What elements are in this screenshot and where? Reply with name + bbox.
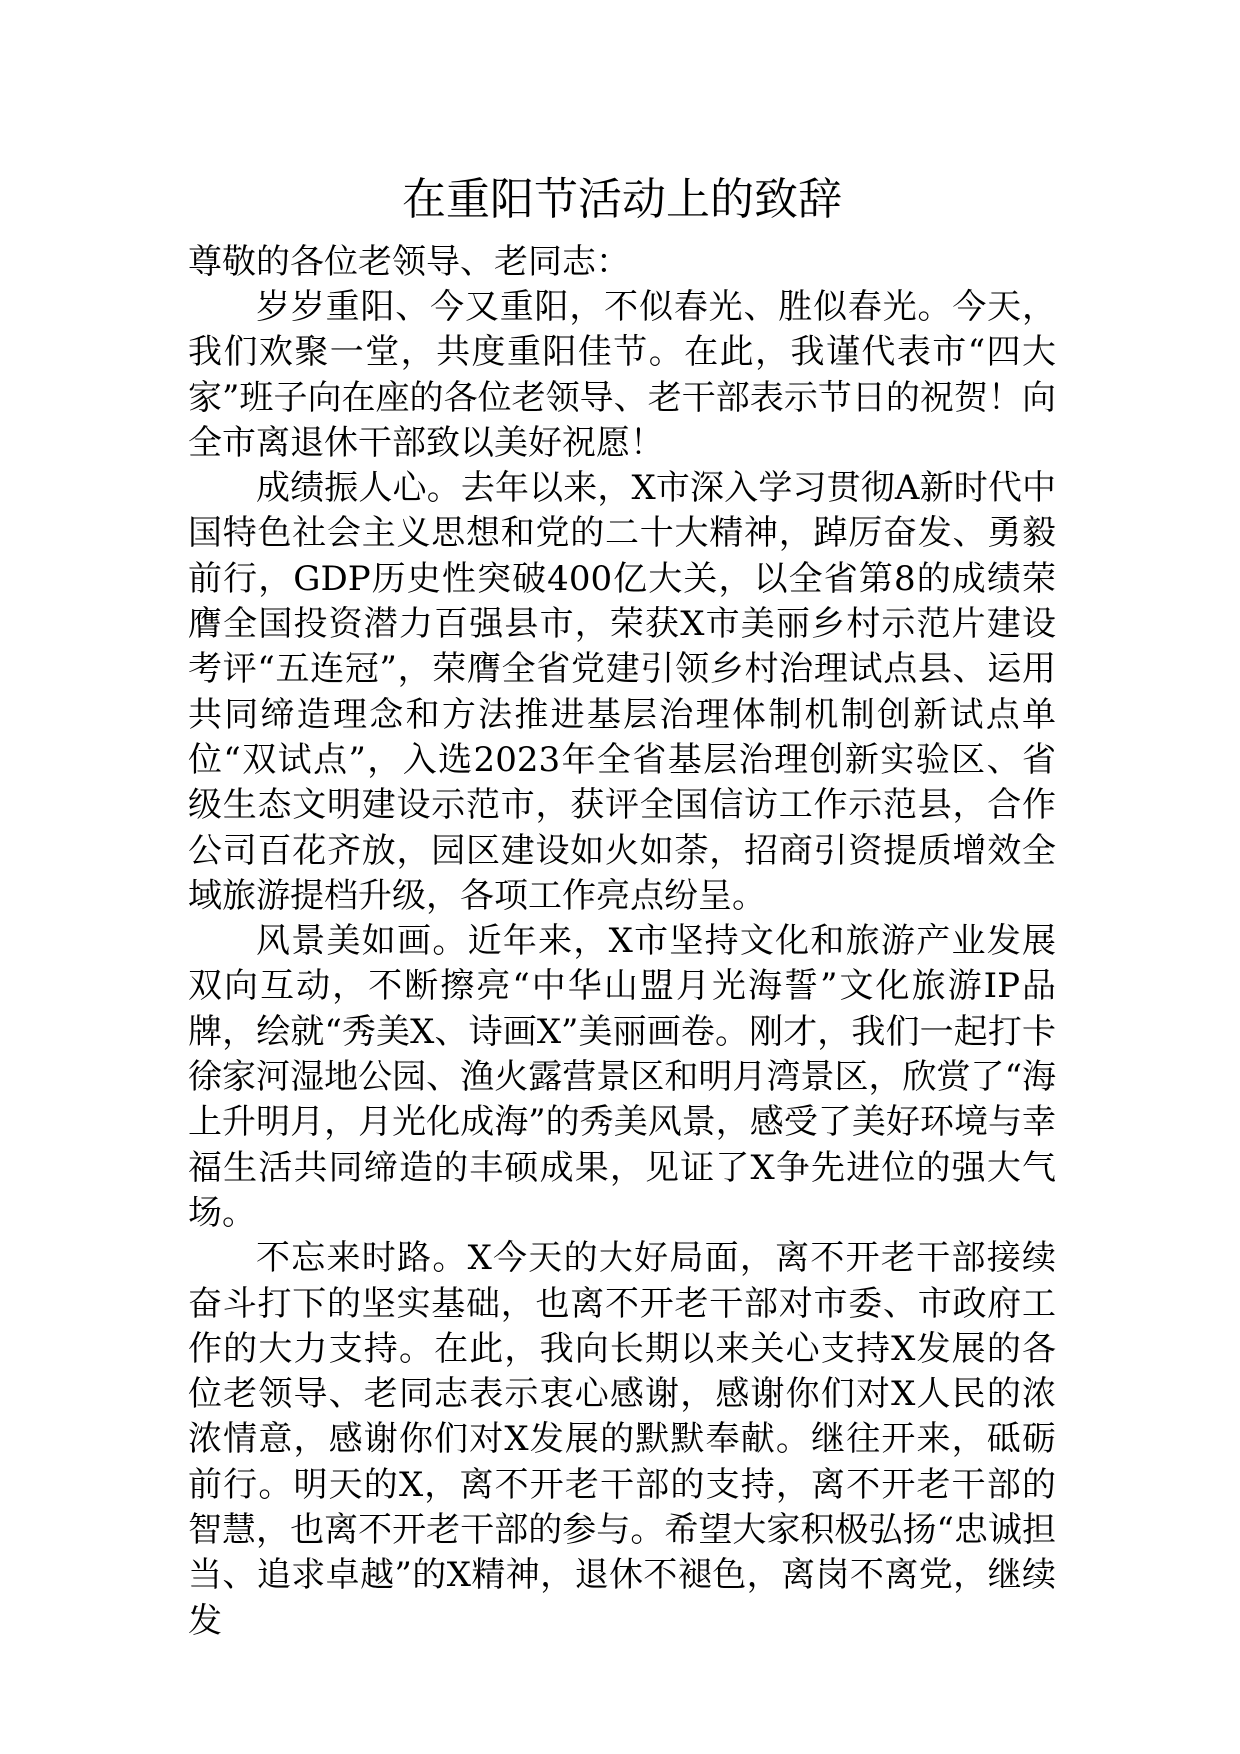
paragraph-gratitude: 不忘来时路。X今天的大好局面，离不开老干部接续奋斗打下的坚实基础，也离不开老干部对市委、市政府工作的大力支持。在此，我向长期以来关心支持X发展的各位老领导、老同志表示衷心感谢，感谢你们对X人民的浓浓情意，感谢你们对X发展的默默奉献。继往开来，砥砺前行。明天的X，离不开老干部的支持，离不开老干部的智慧，也离不开老干部的参与。希望大家积极弘扬“忠诚担当、追求卓越”的X精神，退休不褪色，离岗不离党，继续发 <box>188 1238 1056 1641</box>
paragraph-scenery: 风景美如画。近年来，X市坚持文化和旅游产业发展双向互动，不断擦亮“中华山盟月光海誓”文化旅游IP品牌，绘就“秀美X、诗画X”美丽画卷。刚才，我们一起打卡徐家河湿地公园、渔火露营景区和明月湾景区，欣赏了“海上升明月，月光化成海”的秀美风景，感受了美好环境与幸福生活共同缔造的丰硕成果，见证了X争先进位的强大气场。 <box>188 921 1056 1233</box>
document-page <box>188 160 1056 1644</box>
paragraph-greeting: 岁岁重阳、今又重阳，不似春光、胜似春光。今天，我们欢聚一堂，共度重阳佳节。在此，我谨代表市“四大家”班子向在座的各位老领导、老干部表示节日的祝贺！向全市离退休干部致以美好祝愿！ <box>188 287 1056 463</box>
salutation: 尊敬的各位老领导、老同志： <box>188 242 630 282</box>
paragraph-achievements: 成绩振人心。去年以来，X市深入学习贯彻A新时代中国特色社会主义思想和党的二十大精神，踔厉奋发、勇毅前行，GDP历史性突破400亿大关，以全省第8的成绩荣膺全国投资潜力百强县市，荣获X市美丽乡村示范片建设考评“五连冠”，荣膺全省党建引领乡村治理试点县、运用共同缔造理念和方法推进基层治理体制机制创新试点单位“双试点”，入选2023年全省基层治理创新实验区、省级生态文明建设示范市，获评全国信访工作示范县，合作公司百花齐放，园区建设如火如荼，招商引资提质增效全域旅游提档升级，各项工作亮点纷呈。 <box>188 468 1056 916</box>
document-title: 在重阳节活动上的致辞 <box>402 174 842 225</box>
